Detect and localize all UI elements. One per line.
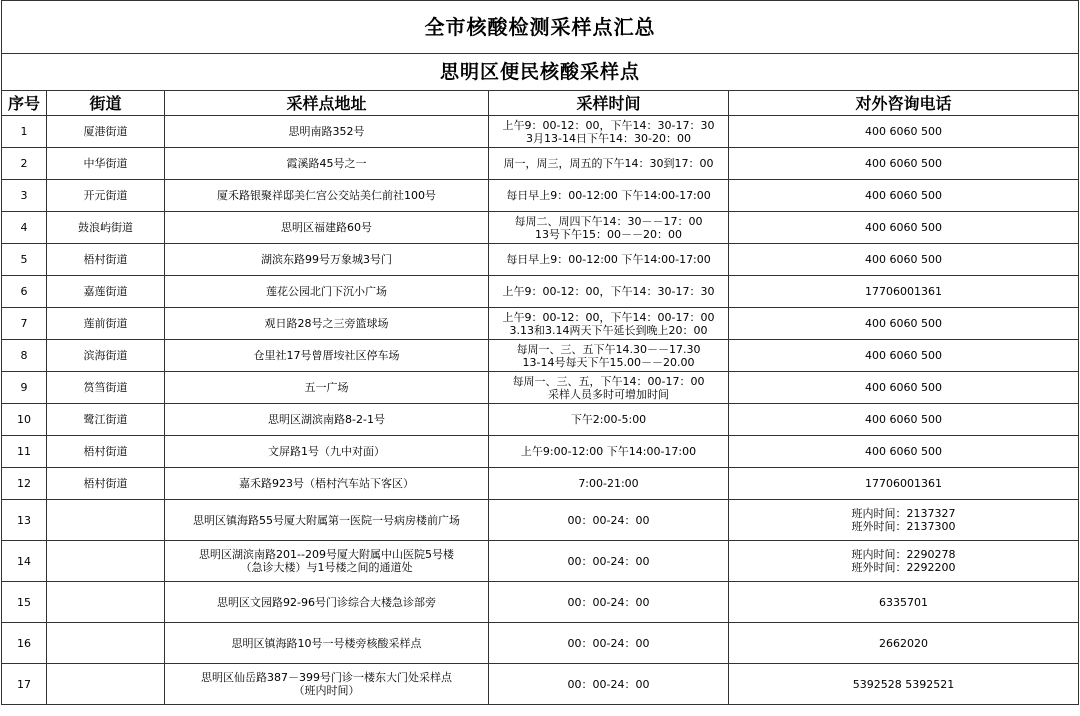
cell-address-line: 霞溪路45号之一: [286, 157, 367, 170]
cell-no: 15: [2, 582, 47, 623]
cell-phone-line: 400 6060 500: [865, 413, 943, 426]
cell-phone-line: 班外时间：2137300: [851, 520, 956, 533]
header-time: 采样时间: [489, 91, 729, 116]
cell-time-line: 00：00-24：00: [567, 513, 650, 527]
cell-street: 中华街道: [47, 148, 165, 180]
cell-phone-line: 400 6060 500: [865, 157, 943, 170]
cell-time: [489, 180, 729, 212]
cell-address: [165, 148, 489, 180]
cell-street: 梧村街道: [47, 244, 165, 276]
cell-time-line: 00：00-24：00: [567, 554, 650, 568]
cell-time: [489, 582, 729, 623]
header-row: [2, 91, 1079, 116]
cell-no: 13: [2, 500, 47, 541]
cell-time-line: 上午9:00-12:00 下午14:00-17:00: [520, 445, 697, 458]
table-row: [2, 116, 1079, 148]
cell-time: [489, 436, 729, 468]
cell-phone-line: 400 6060 500: [865, 349, 943, 362]
cell-address-line: （班内时间）: [293, 684, 360, 697]
cell-time: [489, 340, 729, 372]
cell-address-line: 仓里社17号曾厝垵社区停车场: [253, 349, 400, 362]
cell-street: 厦港街道: [47, 116, 165, 148]
cell-time: [489, 623, 729, 664]
cell-street: 鹭江街道: [47, 404, 165, 436]
cell-phone-line: 400 6060 500: [865, 381, 943, 394]
cell-time: [489, 404, 729, 436]
cell-street: 鼓浪屿街道: [47, 212, 165, 244]
cell-time-line: 13号下午15：00－－20：00: [535, 227, 682, 241]
cell-time-line: 下午2:00-5:00: [570, 413, 647, 426]
table-row: [2, 212, 1079, 244]
document-title: 全市核酸检测采样点汇总: [2, 1, 1079, 54]
cell-time: [489, 244, 729, 276]
cell-time-line: 13-14号每天下午15.00－－20.00: [522, 355, 695, 369]
cell-phone-line: 400 6060 500: [865, 253, 943, 266]
header-phone: 对外咨询电话: [729, 91, 1079, 116]
cell-time-line: 上午9：00-12：00，下午14：00-17：00: [502, 310, 715, 324]
cell-phone: [729, 500, 1079, 541]
cell-no: 9: [2, 372, 47, 404]
cell-address-line: 思明区福建路60号: [281, 221, 372, 234]
cell-street: 莲前街道: [47, 308, 165, 340]
cell-time: [489, 116, 729, 148]
cell-no: 6: [2, 276, 47, 308]
cell-street: 嘉莲街道: [47, 276, 165, 308]
table-row: [2, 180, 1079, 212]
cell-address-line: 五一广场: [304, 381, 349, 394]
cell-street: [47, 582, 165, 623]
cell-time-line: 00：00-24：00: [567, 595, 650, 609]
cell-phone-line: 17706001361: [865, 285, 943, 298]
cell-time-line: 每日早上9：00-12:00 下午14:00-17:00: [506, 189, 711, 202]
cell-street: [47, 500, 165, 541]
cell-time-line: 采样人员多时可增加时间: [548, 387, 669, 401]
cell-phone: [729, 308, 1079, 340]
cell-time-line: 每周二、周四下午14：30－－17：00: [514, 214, 703, 228]
cell-no: 16: [2, 623, 47, 664]
cell-street: [47, 623, 165, 664]
cell-phone-line: 400 6060 500: [865, 189, 943, 202]
cell-time-line: 上午9：00-12：00，下午14：30-17：30: [502, 118, 715, 132]
cell-street: 梧村街道: [47, 436, 165, 468]
cell-address-line: 思明区文园路92-96号门诊综合大楼急诊部旁: [217, 595, 436, 609]
cell-street: [47, 541, 165, 582]
cell-no: 3: [2, 180, 47, 212]
cell-address: [165, 582, 489, 623]
cell-phone: [729, 372, 1079, 404]
cell-address: [165, 340, 489, 372]
cell-no: 8: [2, 340, 47, 372]
cell-time: [489, 664, 729, 705]
cell-time: [489, 468, 729, 500]
table-row: [2, 244, 1079, 276]
cell-time-line: 每周一、三、五，下午14：00-17：00: [512, 374, 705, 388]
cell-address-line: （急诊大楼）与1号楼之间的通道处: [240, 561, 413, 574]
cell-phone-line: 400 6060 500: [865, 317, 943, 330]
cell-phone-line: 6335701: [879, 595, 929, 609]
cell-time: [489, 212, 729, 244]
table-row: [2, 541, 1079, 582]
cell-phone-line: 400 6060 500: [865, 221, 943, 234]
cell-phone-line: 5392528 5392521: [852, 677, 955, 691]
title-row: [2, 1, 1079, 54]
cell-no: 1: [2, 116, 47, 148]
cell-address: [165, 372, 489, 404]
cell-time-line: 周一，周三，周五的下午14：30到17：00: [503, 157, 714, 170]
cell-street: 开元街道: [47, 180, 165, 212]
cell-time: [489, 500, 729, 541]
cell-phone-line: 班外时间：2292200: [851, 561, 956, 574]
cell-address-line: 观日路28号之三旁篮球场: [264, 317, 389, 330]
cell-phone: [729, 180, 1079, 212]
cell-time-line: 每日早上9：00-12:00 下午14:00-17:00: [506, 253, 711, 266]
table-row: [2, 664, 1079, 705]
cell-phone-line: 17706001361: [865, 477, 943, 490]
cell-address: [165, 212, 489, 244]
cell-time-line: 每周一、三、五下午14.30－－17.30: [516, 342, 701, 356]
cell-time: [489, 148, 729, 180]
cell-no: 10: [2, 404, 47, 436]
cell-street: 滨海街道: [47, 340, 165, 372]
cell-street: [47, 664, 165, 705]
cell-phone: [729, 340, 1079, 372]
cell-phone-line: 400 6060 500: [865, 445, 943, 458]
cell-time-line: 3.13和3.14两天下午延长到晚上20：00: [509, 323, 708, 337]
cell-phone: [729, 404, 1079, 436]
cell-time: [489, 276, 729, 308]
cell-address: [165, 276, 489, 308]
table-row: [2, 340, 1079, 372]
cell-time-line: 00：00-24：00: [567, 677, 650, 691]
cell-time-line: 7:00-21:00: [578, 477, 639, 490]
cell-phone: [729, 436, 1079, 468]
cell-phone-line: 400 6060 500: [865, 125, 943, 138]
cell-address: [165, 180, 489, 212]
cell-phone-line: 班内时间：2137327: [851, 507, 956, 520]
cell-address-line: 莲花公园北门下沉小广场: [266, 285, 387, 298]
cell-address: [165, 500, 489, 541]
subtitle-row: [2, 54, 1079, 91]
cell-address: [165, 244, 489, 276]
cell-address-line: 思明区镇海路55号厦大附属第一医院一号病房楼前广场: [193, 513, 460, 527]
table-row: [2, 500, 1079, 541]
cell-no: 11: [2, 436, 47, 468]
table-row: [2, 623, 1079, 664]
cell-address-line: 思明区仙岳路387－399号门诊一楼东大门处采样点: [201, 671, 452, 684]
table-row: [2, 436, 1079, 468]
cell-no: 17: [2, 664, 47, 705]
header-no: 序号: [2, 91, 47, 116]
cell-street: 梧村街道: [47, 468, 165, 500]
cell-address-line: 文屏路1号（九中对面）: [268, 445, 385, 458]
header-street: 街道: [47, 91, 165, 116]
cell-phone-line: 班内时间：2290278: [851, 548, 956, 561]
cell-phone-line: 2662020: [879, 636, 929, 650]
cell-phone: [729, 541, 1079, 582]
cell-address: [165, 468, 489, 500]
cell-address: [165, 541, 489, 582]
cell-no: 2: [2, 148, 47, 180]
table-row: [2, 276, 1079, 308]
cell-time: [489, 372, 729, 404]
cell-phone: [729, 623, 1079, 664]
table-row: [2, 308, 1079, 340]
document-subtitle: 思明区便民核酸采样点: [2, 54, 1079, 91]
cell-no: 5: [2, 244, 47, 276]
cell-address-line: 湖滨东路99号万象城3号门: [261, 253, 392, 266]
cell-phone: [729, 212, 1079, 244]
cell-time-line: 00：00-24：00: [567, 636, 650, 650]
cell-address-line: 思明区镇海路10号一号楼旁核酸采样点: [231, 636, 422, 650]
sampling-points-table: [1, 0, 1079, 705]
cell-phone: [729, 276, 1079, 308]
cell-phone: [729, 244, 1079, 276]
cell-phone: [729, 582, 1079, 623]
cell-address: [165, 623, 489, 664]
table-row: [2, 372, 1079, 404]
cell-phone: [729, 664, 1079, 705]
cell-address: [165, 116, 489, 148]
cell-no: 12: [2, 468, 47, 500]
cell-phone: [729, 148, 1079, 180]
cell-address: [165, 308, 489, 340]
cell-address: [165, 404, 489, 436]
cell-no: 4: [2, 212, 47, 244]
cell-address-line: 思明区湖滨南路8-2-1号: [268, 413, 385, 426]
table-row: [2, 148, 1079, 180]
cell-time: [489, 541, 729, 582]
cell-no: 7: [2, 308, 47, 340]
cell-time-line: 上午9：00-12：00，下午14：30-17：30: [502, 285, 715, 298]
table-row: [2, 468, 1079, 500]
cell-address: [165, 664, 489, 705]
cell-phone: [729, 116, 1079, 148]
cell-address-line: 嘉禾路923号（梧村汽车站下客区）: [239, 477, 414, 490]
cell-time-line: 3月13-14日下午14：30-20：00: [526, 131, 691, 145]
table-row: [2, 582, 1079, 623]
cell-phone: [729, 468, 1079, 500]
cell-address: [165, 436, 489, 468]
table-row: [2, 404, 1079, 436]
cell-address-line: 思明区湖滨南路201--209号厦大附属中山医院5号楼: [199, 548, 454, 561]
cell-time: [489, 308, 729, 340]
header-address: 采样点地址: [165, 91, 489, 116]
cell-address-line: 思明南路352号: [288, 125, 365, 138]
cell-street: 筼筜街道: [47, 372, 165, 404]
cell-no: 14: [2, 541, 47, 582]
cell-address-line: 厦禾路银聚祥邸美仁宫公交站美仁前社100号: [217, 189, 436, 202]
